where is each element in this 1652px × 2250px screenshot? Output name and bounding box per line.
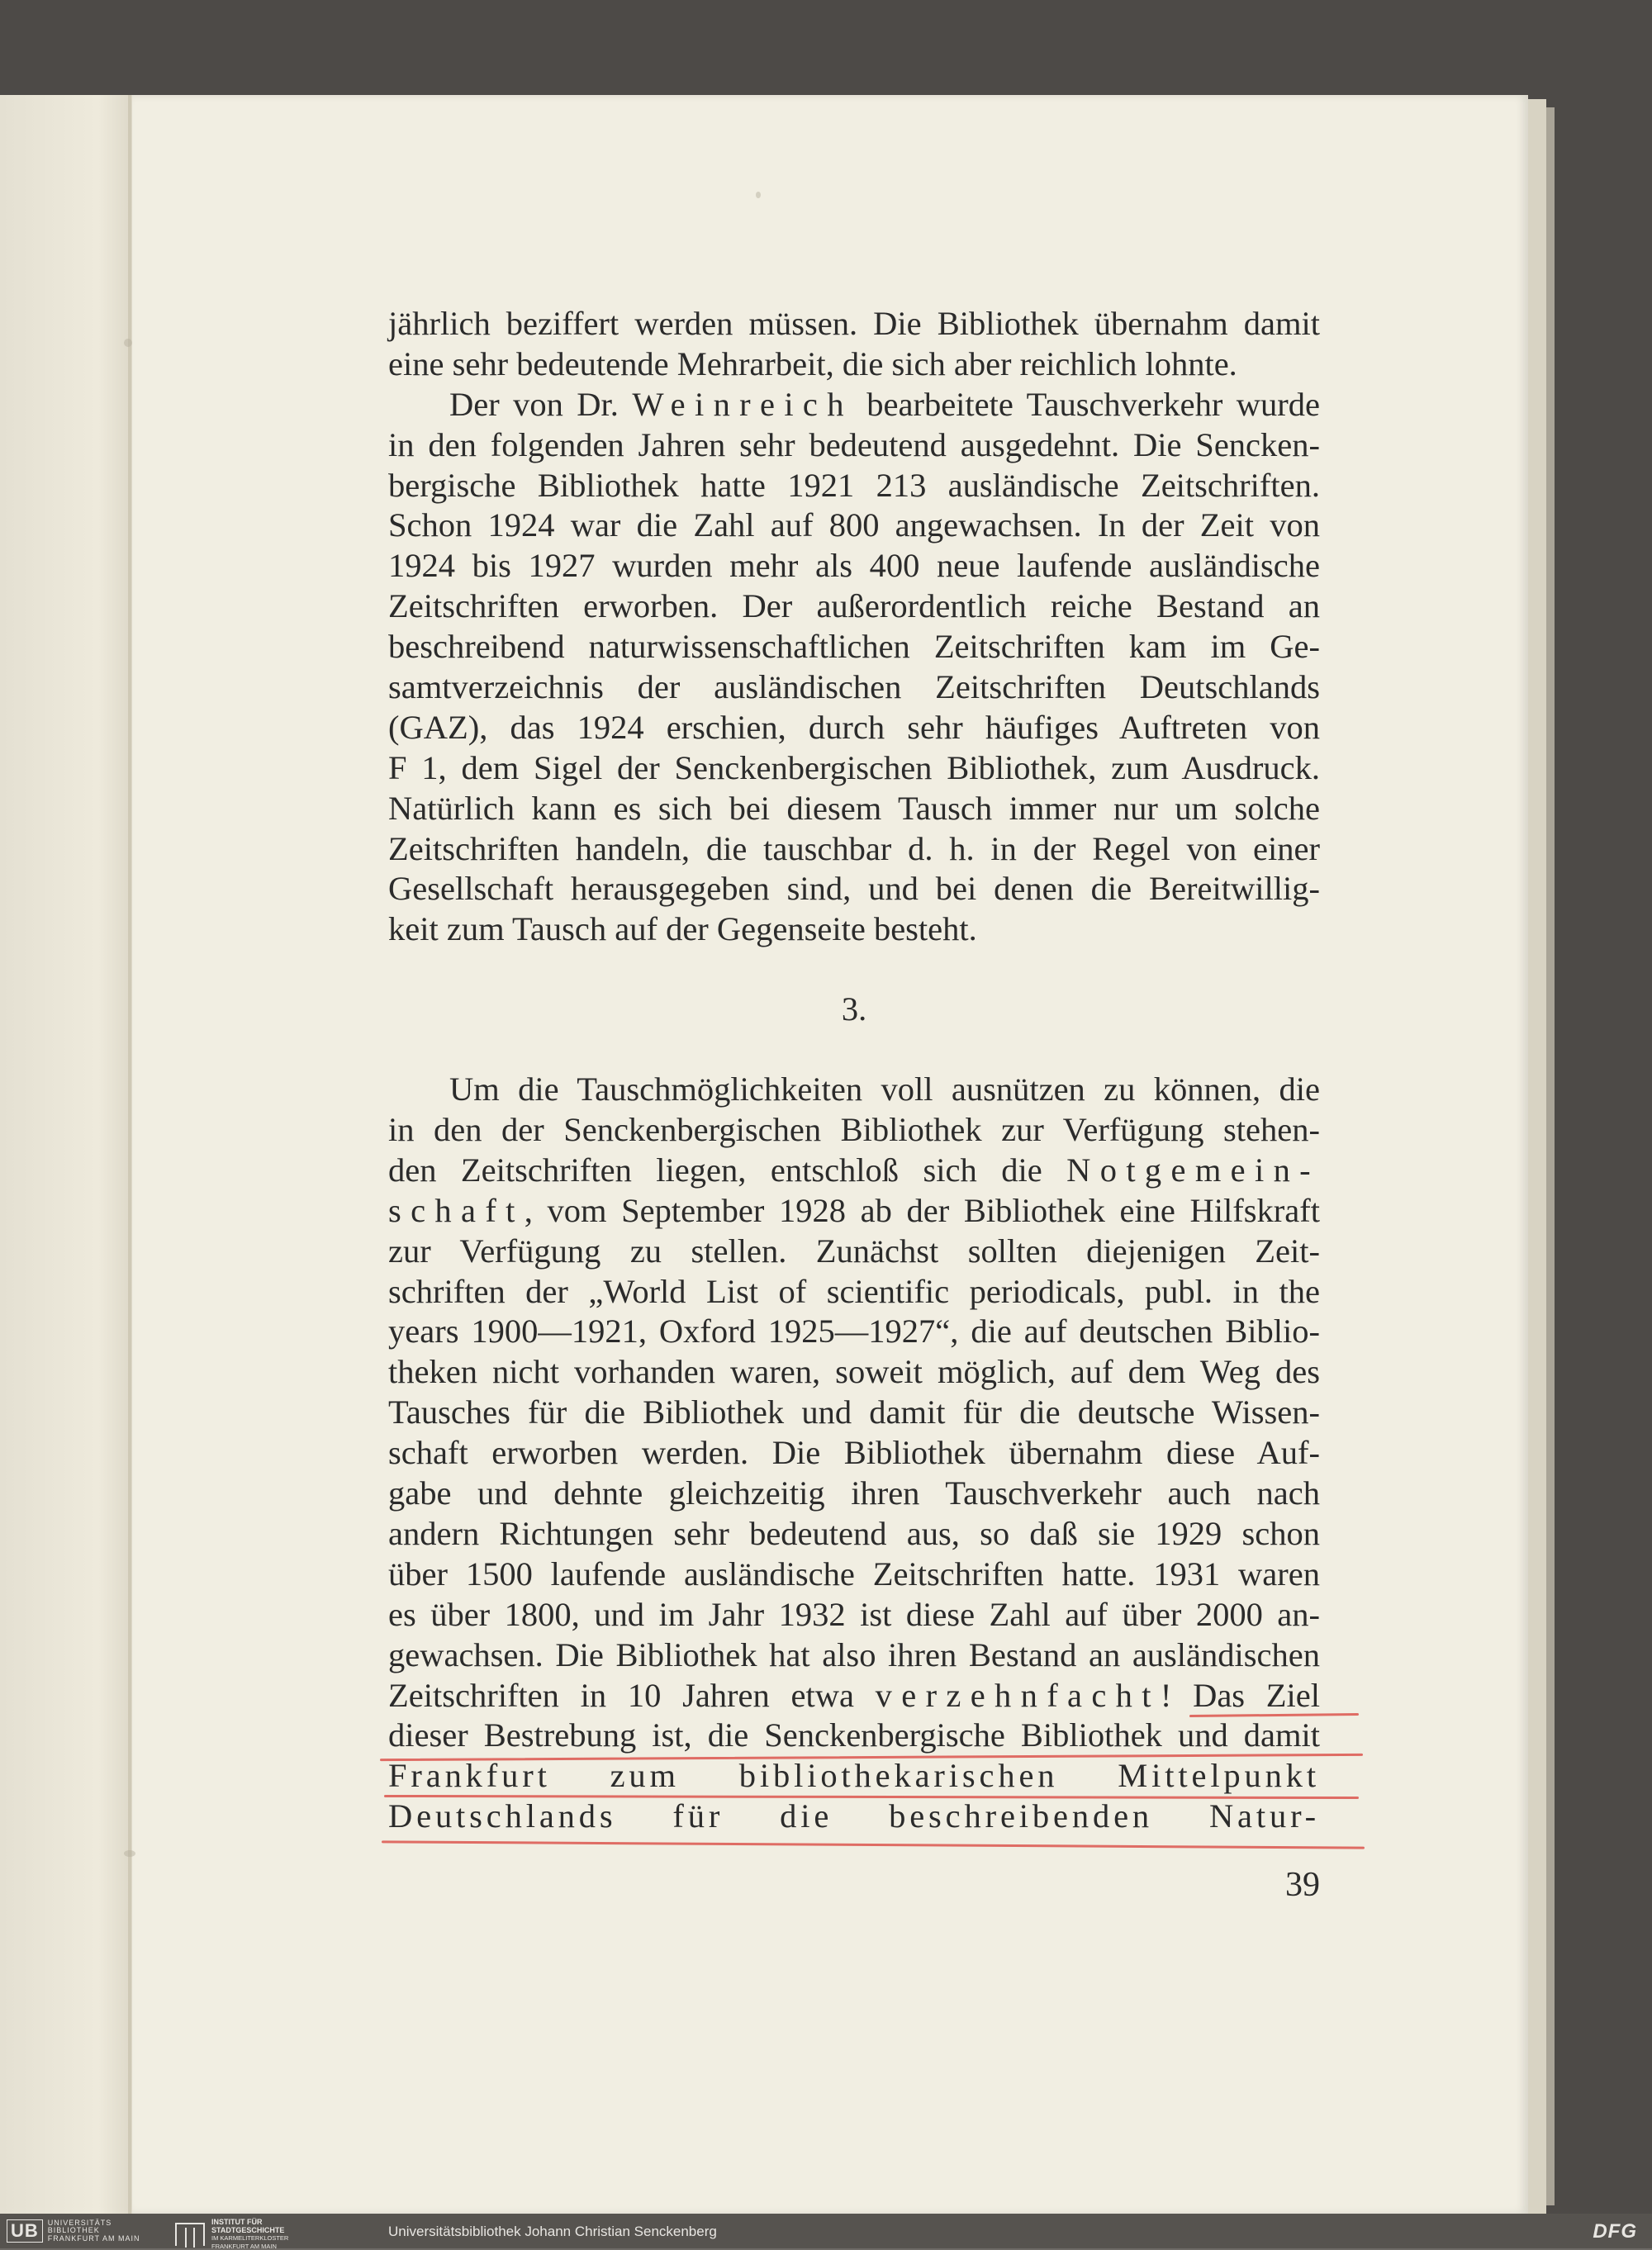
isg-logo-line: FRANKFURT AM MAIN xyxy=(211,2243,288,2250)
text-line: Zeitschriften erworben. Der außerordentlich reiche Bestand an xyxy=(388,586,1320,627)
text-line: es über 1800, und im Jahr 1932 ist diese Zahl auf über 2000 an- xyxy=(388,1595,1320,1635)
spaced-word: Notgemein- xyxy=(1066,1151,1320,1189)
text-line xyxy=(388,1676,1320,1716)
page-number: 39 xyxy=(1222,1865,1320,1905)
text-line xyxy=(388,385,1320,425)
text-line: Natürlich kann es sich bei diesem Tausch immer nur um solche xyxy=(388,789,1320,829)
page-text-block xyxy=(388,304,1320,1837)
book-spine xyxy=(128,95,131,2214)
dfg-logo[interactable]: DFG xyxy=(1593,2220,1637,2243)
text-line: gewachsen. Die Bibliothek hat also ihren Bestand an ausländischen xyxy=(388,1635,1320,1676)
text-line: Zeitschriften handeln, die tauschbar d. h. in der Regel von einer xyxy=(388,829,1320,870)
text-line: eine sehr bedeutende Mehrarbeit, die sich aber reichlich lohnte. xyxy=(388,344,1320,385)
text-fragment: ! Das Ziel xyxy=(1161,1677,1320,1714)
text-line: in den folgenden Jahren sehr bedeutend ausgedehnt. Die Sencken- xyxy=(388,425,1320,466)
text-line: 1924 bis 1927 wurden mehr als 400 neue laufende ausländische xyxy=(388,546,1320,586)
ub-logo-line: FRANKFURT AM MAIN xyxy=(48,2235,140,2243)
text-line: gabe und dehnte gleichzeitig ihren Tauschverkehr auch nach xyxy=(388,1474,1320,1514)
spaced-name: Weinreich xyxy=(632,386,852,423)
text-fragment: den Zeitschriften liegen, entschloß sich die xyxy=(388,1151,1066,1189)
footer-bar xyxy=(0,2214,1652,2248)
isg-logo-line: INSTITUT FÜR xyxy=(211,2219,288,2227)
isg-logo-line: IM KARMELITERKLOSTER xyxy=(211,2234,288,2243)
ub-logo[interactable] xyxy=(7,2219,140,2243)
text-line-spaced: Deutschlands für die beschreibenden Natur- xyxy=(388,1797,1320,1837)
institut-stadtgeschichte-logo[interactable] xyxy=(175,2219,288,2250)
ub-logo-line: UNIVERSITÄTS xyxy=(48,2219,140,2228)
spaced-word: verzehnfacht xyxy=(876,1677,1161,1714)
text-line: F 1, dem Sigel der Senckenbergischen Bibliothek, zum Ausdruck. xyxy=(388,748,1320,789)
text-line: in den der Senckenbergischen Bibliothek zur Verfügung stehen- xyxy=(388,1110,1320,1151)
section-number: 3. xyxy=(388,990,1320,1030)
paper-speck xyxy=(124,339,132,347)
text-line-spaced: Frankfurt zum bibliothekarischen Mittelpunkt xyxy=(388,1756,1320,1797)
text-line: Um die Tauschmöglichkeiten voll ausnützen zu können, die xyxy=(388,1070,1320,1110)
previous-page-edge xyxy=(0,95,140,2214)
text-line: Gesellschaft herausgegeben sind, und bei denen die Bereitwillig- xyxy=(388,869,1320,909)
back-page-shadow xyxy=(1546,107,1555,2205)
text-fragment: Zeitschriften in 10 Jahren etwa xyxy=(388,1677,876,1714)
text-line: über 1500 laufende ausländische Zeitschriften hatte. 1931 waren xyxy=(388,1555,1320,1595)
text-line: zur Verfügung zu stellen. Zunächst sollten diejenigen Zeit- xyxy=(388,1232,1320,1272)
paper-speck xyxy=(756,192,761,198)
text-line: (GAZ), das 1924 erschien, durch sehr häufiges Auftreten von xyxy=(388,708,1320,748)
building-icon xyxy=(175,2223,205,2246)
spaced-word: schaft xyxy=(388,1192,525,1229)
text-line: Tausches für die Bibliothek und damit für die deutsche Wissen- xyxy=(388,1393,1320,1433)
text-line xyxy=(388,1191,1320,1232)
paper-speck xyxy=(124,1850,135,1857)
text-line: years 1900—1921, Oxford 1925—1927“, die auf deutschen Biblio- xyxy=(388,1312,1320,1352)
ub-logo-line: BIBLIOTHEK xyxy=(48,2227,140,2235)
ub-logo-text xyxy=(48,2219,140,2243)
text-fragment: bearbeitete Tauschverkehr wurde xyxy=(853,386,1320,423)
text-line: Schon 1924 war die Zahl auf 800 angewachsen. In der Zeit von xyxy=(388,506,1320,546)
text-line: andern Richtungen sehr bedeutend aus, so daß sie 1929 schon xyxy=(388,1514,1320,1555)
text-line: beschreibend naturwissenschaftlichen Zeitschriften kam im Ge- xyxy=(388,627,1320,667)
text-line: bergische Bibliothek hatte 1921 213 ausländische Zeitschriften. xyxy=(388,466,1320,506)
back-page-edge xyxy=(1528,99,1546,2214)
isg-logo-line: STADTGESCHICHTE xyxy=(211,2227,288,2235)
text-line xyxy=(388,1151,1320,1191)
text-fragment: , vom September 1928 ab der Bibliothek eine Hilfskraft xyxy=(525,1192,1320,1229)
ub-logo-mark: UB xyxy=(7,2219,43,2243)
text-line: samtverzeichnis der ausländischen Zeitschriften Deutschlands xyxy=(388,667,1320,708)
text-line: theken nicht vorhanden waren, soweit möglich, auf dem Weg des xyxy=(388,1352,1320,1393)
text-line: schaft erworben werden. Die Bibliothek übernahm diese Auf- xyxy=(388,1433,1320,1474)
text-fragment: Der von Dr. xyxy=(449,386,632,423)
text-line: dieser Bestrebung ist, die Senckenbergische Bibliothek und damit xyxy=(388,1716,1320,1756)
isg-logo-text xyxy=(211,2219,288,2250)
text-line: jährlich beziffert werden müssen. Die Bibliothek übernahm damit xyxy=(388,304,1320,344)
footer-title: Universitätsbibliothek Johann Christian Senckenberg xyxy=(388,2224,717,2240)
text-line: keit zum Tausch auf der Gegenseite besteht. xyxy=(388,909,1320,950)
text-line: schriften der „World List of scientific periodicals, publ. in the xyxy=(388,1272,1320,1312)
